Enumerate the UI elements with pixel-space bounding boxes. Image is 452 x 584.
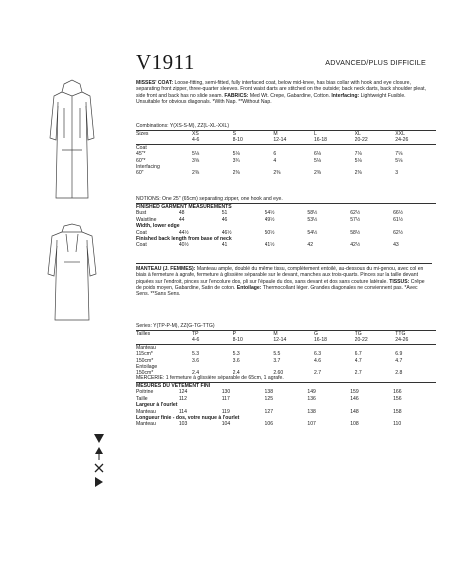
cross-icon: [95, 464, 103, 472]
size-cell: XL: [355, 131, 396, 138]
row-label: 115cm*: [136, 351, 153, 358]
measure-cell: 44½: [178, 229, 189, 236]
measure-cell: 110: [393, 421, 402, 428]
yardage-cell: 2.4: [232, 370, 240, 377]
row-label: Poitrine: [136, 389, 154, 396]
yardage-cell: 6.7: [354, 351, 362, 358]
english-fabrics: Med Wt. Crepe, Gabardine, Cotton.: [249, 92, 330, 99]
size-cell: M: [273, 331, 314, 338]
size-cell: G: [314, 331, 355, 338]
measure-cell: 166: [393, 389, 402, 396]
yardage-cell: 4.7: [395, 357, 403, 364]
size-number: 12-14: [273, 137, 287, 144]
yardage-cell: 5.3: [232, 351, 240, 358]
measure-cell: 159: [350, 389, 359, 396]
section-divider: [136, 263, 432, 264]
row-label: 150cm*: [136, 357, 154, 364]
yardage-cell: 2.7: [313, 370, 322, 377]
measure-cell: 44: [178, 216, 185, 223]
row-label: Coat: [136, 229, 147, 236]
yardage-cell: 3.6: [192, 357, 200, 364]
english-fabrics-label: FABRICS:: [224, 92, 249, 99]
size-number: 24-26: [395, 337, 409, 344]
measure-cell: 49½: [264, 216, 275, 223]
english-title: MISSES' COAT:: [136, 80, 174, 86]
row-label: Bust: [136, 210, 147, 217]
english-nap-note: *With Nap. **Without Nap.: [212, 98, 272, 105]
measure-cell: 50½: [264, 229, 275, 236]
english-interfacing-label: Interfacing:: [331, 92, 360, 99]
coat-back-illustration: [42, 222, 102, 322]
measure-cell: 112: [178, 395, 187, 402]
french-notions: MERCERIE: 1 fermeture à glissière séparable de 65cm, 1 agrafe.: [136, 375, 284, 381]
english-interfacing: Lightweight Fusible. Unsuitable for obvious diagonals.: [136, 92, 406, 105]
french-combinations: Series: Y(TP-P-M), ZZ(G-TG-TTG): [136, 323, 215, 329]
interfacing-label: Interfacing: [136, 164, 160, 171]
yardage-cell: 5⅛: [232, 151, 240, 158]
size-cell: TP: [192, 331, 233, 338]
measure-cell: 119: [221, 408, 230, 415]
back-length-label: Longueur finie - dos, votre nuque à l'ourlet: [136, 415, 240, 422]
size-cell: XS: [192, 131, 233, 138]
measure-cell: 53½: [307, 216, 318, 223]
size-number: 16-18: [313, 337, 327, 344]
row-label: 60": [136, 170, 144, 177]
size-cell: XXL: [395, 131, 436, 138]
measure-cell: 136: [307, 395, 316, 402]
measure-cell: 43: [393, 242, 399, 249]
sizes-label: Sizes: [136, 131, 192, 138]
interfacing-label: Entoilage: [136, 364, 158, 371]
yardage-cell: 5⅛: [354, 157, 362, 164]
yardage-cell: 3¾: [232, 157, 240, 164]
measure-cell: 106: [264, 421, 274, 428]
size-number: 24-26: [395, 137, 409, 144]
french-interfacing-label: Entoilage:: [236, 284, 262, 291]
yardage-cell: 2⅜: [192, 170, 200, 177]
yardage-cell: 4.6: [313, 357, 322, 364]
measure-cell: 114: [178, 408, 187, 415]
size-cell: L: [314, 131, 355, 138]
measure-cell: 125: [264, 395, 274, 402]
yardage-cell: 5⅛: [395, 157, 403, 164]
measure-cell: 42: [307, 242, 314, 249]
arrow-up-icon: [95, 447, 103, 460]
yardage-cell: 6: [273, 151, 277, 158]
yardage-cell: 2⅜: [354, 170, 362, 177]
arrow-right-icon: [95, 477, 103, 487]
french-interfacing: Thermocollant léger. Grandes diagonales ne conviennent pas.: [262, 284, 403, 291]
measure-cell: 58½: [350, 229, 361, 236]
english-combinations: Combinations: Y(XS-S-M), ZZ(L-XL-XXL): [136, 123, 230, 129]
yardage-cell: 5.3: [192, 351, 200, 358]
width-label: Width, lower edge: [136, 223, 180, 230]
measure-cell: 66½: [393, 210, 403, 217]
measure-cell: 130: [221, 389, 231, 396]
measure-cell: 58½: [307, 210, 318, 217]
size-number: 4-6: [192, 137, 200, 144]
style-number: V1911: [136, 50, 195, 74]
yardage-cell: 2⅜: [313, 170, 322, 177]
row-label: 60"*: [136, 157, 146, 164]
row-label: Taille: [136, 395, 148, 402]
back-length-label: Finished back length from base of neck: [136, 236, 232, 243]
measure-cell: 51: [221, 210, 228, 217]
width-label: Largeur à l'ourlet: [136, 402, 178, 409]
yardage-cell: 3: [395, 170, 399, 177]
yardage-cell: 2.60: [273, 370, 284, 377]
measure-cell: 41: [221, 242, 228, 249]
measure-cell: 62½: [393, 229, 403, 236]
measure-cell: 124: [178, 389, 188, 396]
coat-label: Manteau: [136, 344, 192, 351]
sizes-label: Tailles: [136, 331, 192, 338]
measure-cell: 149: [307, 389, 316, 396]
measure-cell: 54½: [264, 210, 275, 217]
row-label: Manteau: [136, 408, 156, 415]
yardage-cell: 7⅛: [395, 151, 403, 158]
french-finished-table: [136, 382, 436, 428]
measure-cell: 146: [350, 395, 359, 402]
english-notions: NOTIONS: One 25" (65cm) separating zipper, one hook and eye.: [136, 196, 283, 202]
yardage-cell: 2⅜: [273, 170, 281, 177]
measure-cell: 103: [178, 421, 188, 428]
size-cell: TG: [355, 331, 396, 338]
yardage-cell: 5.5: [273, 351, 281, 358]
measure-cell: 117: [221, 395, 230, 402]
difficulty-level: ADVANCED/PLUS DIFFICILE: [325, 58, 426, 67]
size-number: 8-10: [232, 137, 243, 144]
measure-cell: 138: [307, 408, 316, 415]
size-number: 8-10: [232, 337, 243, 344]
yardage-cell: 5⅛: [192, 151, 200, 158]
finished-title: FINISHED GARMENT MEASUREMENTS: [136, 204, 436, 211]
measure-cell: 108: [350, 421, 359, 428]
measure-cell: 46½: [221, 229, 232, 236]
size-cell: S: [233, 131, 274, 138]
yardage-cell: 2.8: [395, 370, 403, 377]
french-fabrics-label: TISSUS:: [389, 278, 410, 285]
row-label: 150cm*: [136, 370, 154, 377]
size-number: 16-18: [313, 137, 327, 144]
measure-cell: 57½: [350, 216, 361, 223]
measure-cell: 48: [178, 210, 185, 217]
row-label: 45"*: [136, 151, 146, 158]
yardage-cell: 4: [273, 157, 277, 164]
english-description: [136, 80, 426, 105]
measure-cell: 46: [221, 216, 228, 223]
french-title: MANTEAU (J. FEMMES):: [136, 266, 196, 272]
coat-label: Coat: [136, 144, 192, 151]
size-cell: M: [273, 131, 314, 138]
measure-cell: 148: [350, 408, 359, 415]
yardage-cell: 6.3: [313, 351, 322, 358]
yardage-cell: 7⅛: [354, 151, 362, 158]
measure-cell: 40½: [178, 242, 189, 249]
finished-title: MESURES DU VÊTEMENT FINI: [136, 383, 436, 390]
french-fabrics: Crêpe de poids moyen, Gabardine, Satin de coton.: [136, 278, 425, 291]
french-description: [136, 266, 426, 297]
measure-cell: 61½: [393, 216, 403, 223]
row-label: Manteau: [136, 421, 156, 428]
triangle-down-icon: [94, 434, 104, 443]
measure-cell: 138: [264, 389, 274, 396]
yardage-cell: 3.6: [232, 357, 240, 364]
yardage-cell: 3⅝: [192, 157, 200, 164]
measure-cell: 62½: [350, 210, 361, 217]
yardage-cell: 2.7: [354, 370, 362, 377]
pattern-header: [136, 50, 426, 72]
yardage-cell: 3.7: [273, 357, 281, 364]
french-nap-note: *Avec Sens. **Sans Sens.: [136, 284, 418, 298]
yardage-cell: 4.7: [354, 357, 362, 364]
measure-cell: 158: [393, 408, 402, 415]
coat-front-illustration: [42, 78, 102, 203]
measure-cell: 156: [393, 395, 402, 402]
yardage-cell: 2.4: [192, 370, 200, 377]
size-number: 4-6: [192, 337, 200, 344]
measure-cell: 127: [264, 408, 274, 415]
yardage-cell: 2⅜: [232, 170, 240, 177]
yardage-cell: 5⅛: [313, 157, 322, 164]
english-description-text: Loose-fitting, semi-fitted, fully interfaced coat, below mid-knee, has bias collar with hook and eye closure, separating front zipper, three-quarter sleeves. Front waist darts are stitched on the outside; back neck darts, back shoulder pleat, side front and back has no slide seam.: [136, 80, 426, 99]
measure-cell: 104: [221, 421, 231, 428]
measure-cell: 54½: [307, 229, 318, 236]
english-yardage-table: [136, 130, 436, 177]
row-label: Coat: [136, 242, 147, 249]
size-number: 20-22: [354, 137, 368, 144]
french-description-text: Manteau ample, doublé du même tissu, complètement entoilé, au-dessous du mi-genou, avec col en biais à fermeture à agrafe, fermeture à glissière séparable sur le devant, manches aux trois-quarts. Pinces sur la taille devant piquées sur l'endroit, pinces sur l'encolure dos, pli sur l'épaule du dos, sans devant et dos sans couture latérale.: [136, 266, 424, 285]
yardage-cell: 6.9: [395, 351, 403, 358]
measure-cell: 107: [307, 421, 316, 428]
yardage-cell: 6⅛: [313, 151, 322, 158]
measure-cell: 41½: [264, 242, 275, 249]
size-number: 12-14: [273, 337, 287, 344]
measure-cell: 42½: [350, 242, 361, 249]
size-cell: TTG: [395, 331, 436, 338]
symbol-strip: [92, 432, 106, 492]
size-number: 20-22: [354, 337, 368, 344]
row-label: Waistline: [136, 216, 157, 223]
french-yardage-table: [136, 330, 436, 377]
english-finished-table: [136, 203, 436, 249]
size-cell: P: [233, 331, 274, 338]
